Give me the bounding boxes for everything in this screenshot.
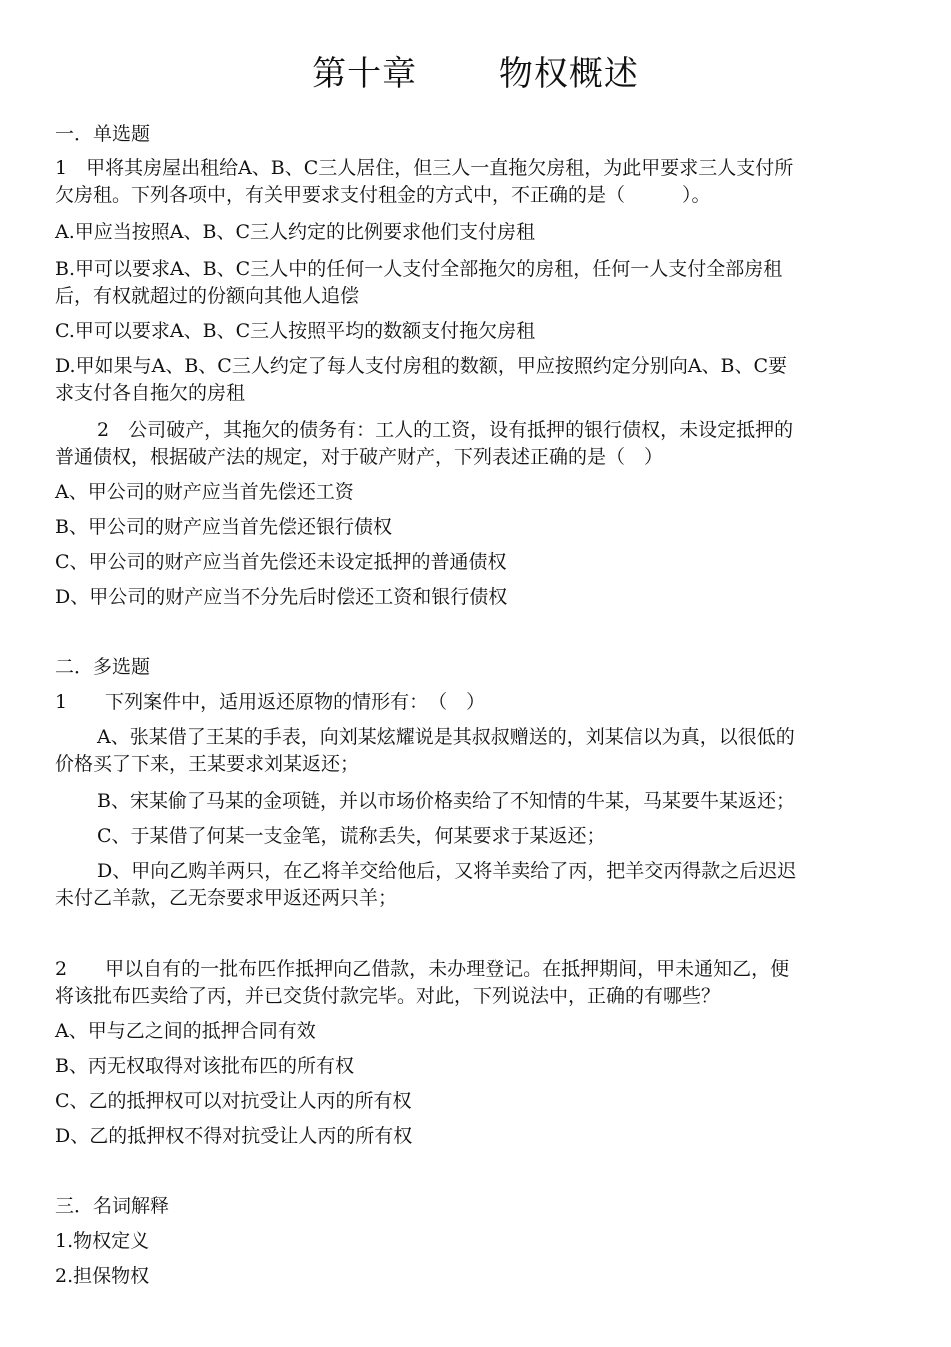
option-b: 后，有权就超过的份额向其他人追偿 — [55, 285, 360, 307]
section-heading-term-definitions: 三．名词解释 — [55, 1195, 170, 1217]
term-item: 2.担保物权 — [55, 1265, 150, 1287]
option-a: A、甲公司的财产应当首先偿还工资 — [55, 481, 354, 503]
section-heading-multiple-choice: 二．多选题 — [55, 656, 151, 678]
option-d: 求支付各自拖欠的房租 — [55, 382, 246, 404]
option-d: D、甲公司的财产应当不分先后时偿还工资和银行债权 — [55, 586, 508, 608]
question-stem: 2 甲以自有的一批布匹作抵押向乙借款，未办理登记。在抵押期间，甲未通知乙，便 — [55, 958, 790, 980]
question-stem: 普通债权，根据破产法的规定，对于破产财产，下列表述正确的是（ ） — [55, 446, 664, 468]
question-stem: 1 甲将其房屋出租给A、B、C三人居住，但三人一直拖欠房租，为此甲要求三人支付所 — [55, 157, 794, 179]
question-stem: 将该批布匹卖给了丙，并已交货付款完毕。对此，下列说法中，正确的有哪些？ — [55, 985, 721, 1007]
option-c: C.甲可以要求A、B、C三人按照平均的数额支付拖欠房租 — [55, 320, 536, 342]
option-d: D.甲如果与A、B、C三人约定了每人支付房租的数额，甲应按照约定分别向A、B、C要 — [55, 355, 788, 377]
option-a: A、张某借了王某的手表，向刘某炫耀说是其叔叔赠送的，刘某信以为真，以很低的 — [97, 726, 795, 748]
option-b: B、丙无权取得对该批布匹的所有权 — [55, 1055, 354, 1077]
term-item: 1.物权定义 — [55, 1230, 150, 1252]
option-b: B.甲可以要求A、B、C三人中的任何一人支付全部拖欠的房租，任何一人支付全部房租 — [55, 258, 783, 280]
option-b: B、甲公司的财产应当首先偿还银行债权 — [55, 516, 392, 538]
question-stem: 1 下列案件中，适用返还原物的情形有： （ ） — [55, 691, 486, 713]
option-a: A.甲应当按照A、B、C三人约定的比例要求他们支付房租 — [55, 221, 535, 243]
question-stem: 2 公司破产，其拖欠的债务有：工人的工资，设有抵押的银行债权，未设定抵押的 — [97, 419, 794, 441]
option-c: C、甲公司的财产应当首先偿还未设定抵押的普通债权 — [55, 551, 507, 573]
option-c: C、乙的抵押权可以对抗受让人丙的所有权 — [55, 1090, 412, 1112]
section-heading-single-choice: 一．单选题 — [55, 123, 151, 145]
chapter-title: 第十章 物权概述 — [312, 54, 639, 94]
question-stem: 欠房租。下列各项中，有关甲要求支付租金的方式中，不正确的是（ ）。 — [55, 184, 711, 206]
option-d: D、乙的抵押权不得对抗受让人丙的所有权 — [55, 1125, 413, 1147]
option-a: A、甲与乙之间的抵押合同有效 — [55, 1020, 316, 1042]
option-b: B、宋某偷了马某的金项链，并以市场价格卖给了不知情的牛某，马某要牛某返还； — [97, 790, 795, 812]
option-d: 未付乙羊款，乙无奈要求甲返还两只羊； — [55, 887, 398, 909]
option-a: 价格买了下来，王某要求刘某返还； — [55, 753, 360, 775]
option-c: C、于某借了何某一支金笔，谎称丢失，何某要求于某返还； — [97, 825, 606, 847]
option-d: D、甲向乙购羊两只，在乙将羊交给他后，又将羊卖给了丙，把羊交丙得款之后迟迟 — [97, 860, 797, 882]
